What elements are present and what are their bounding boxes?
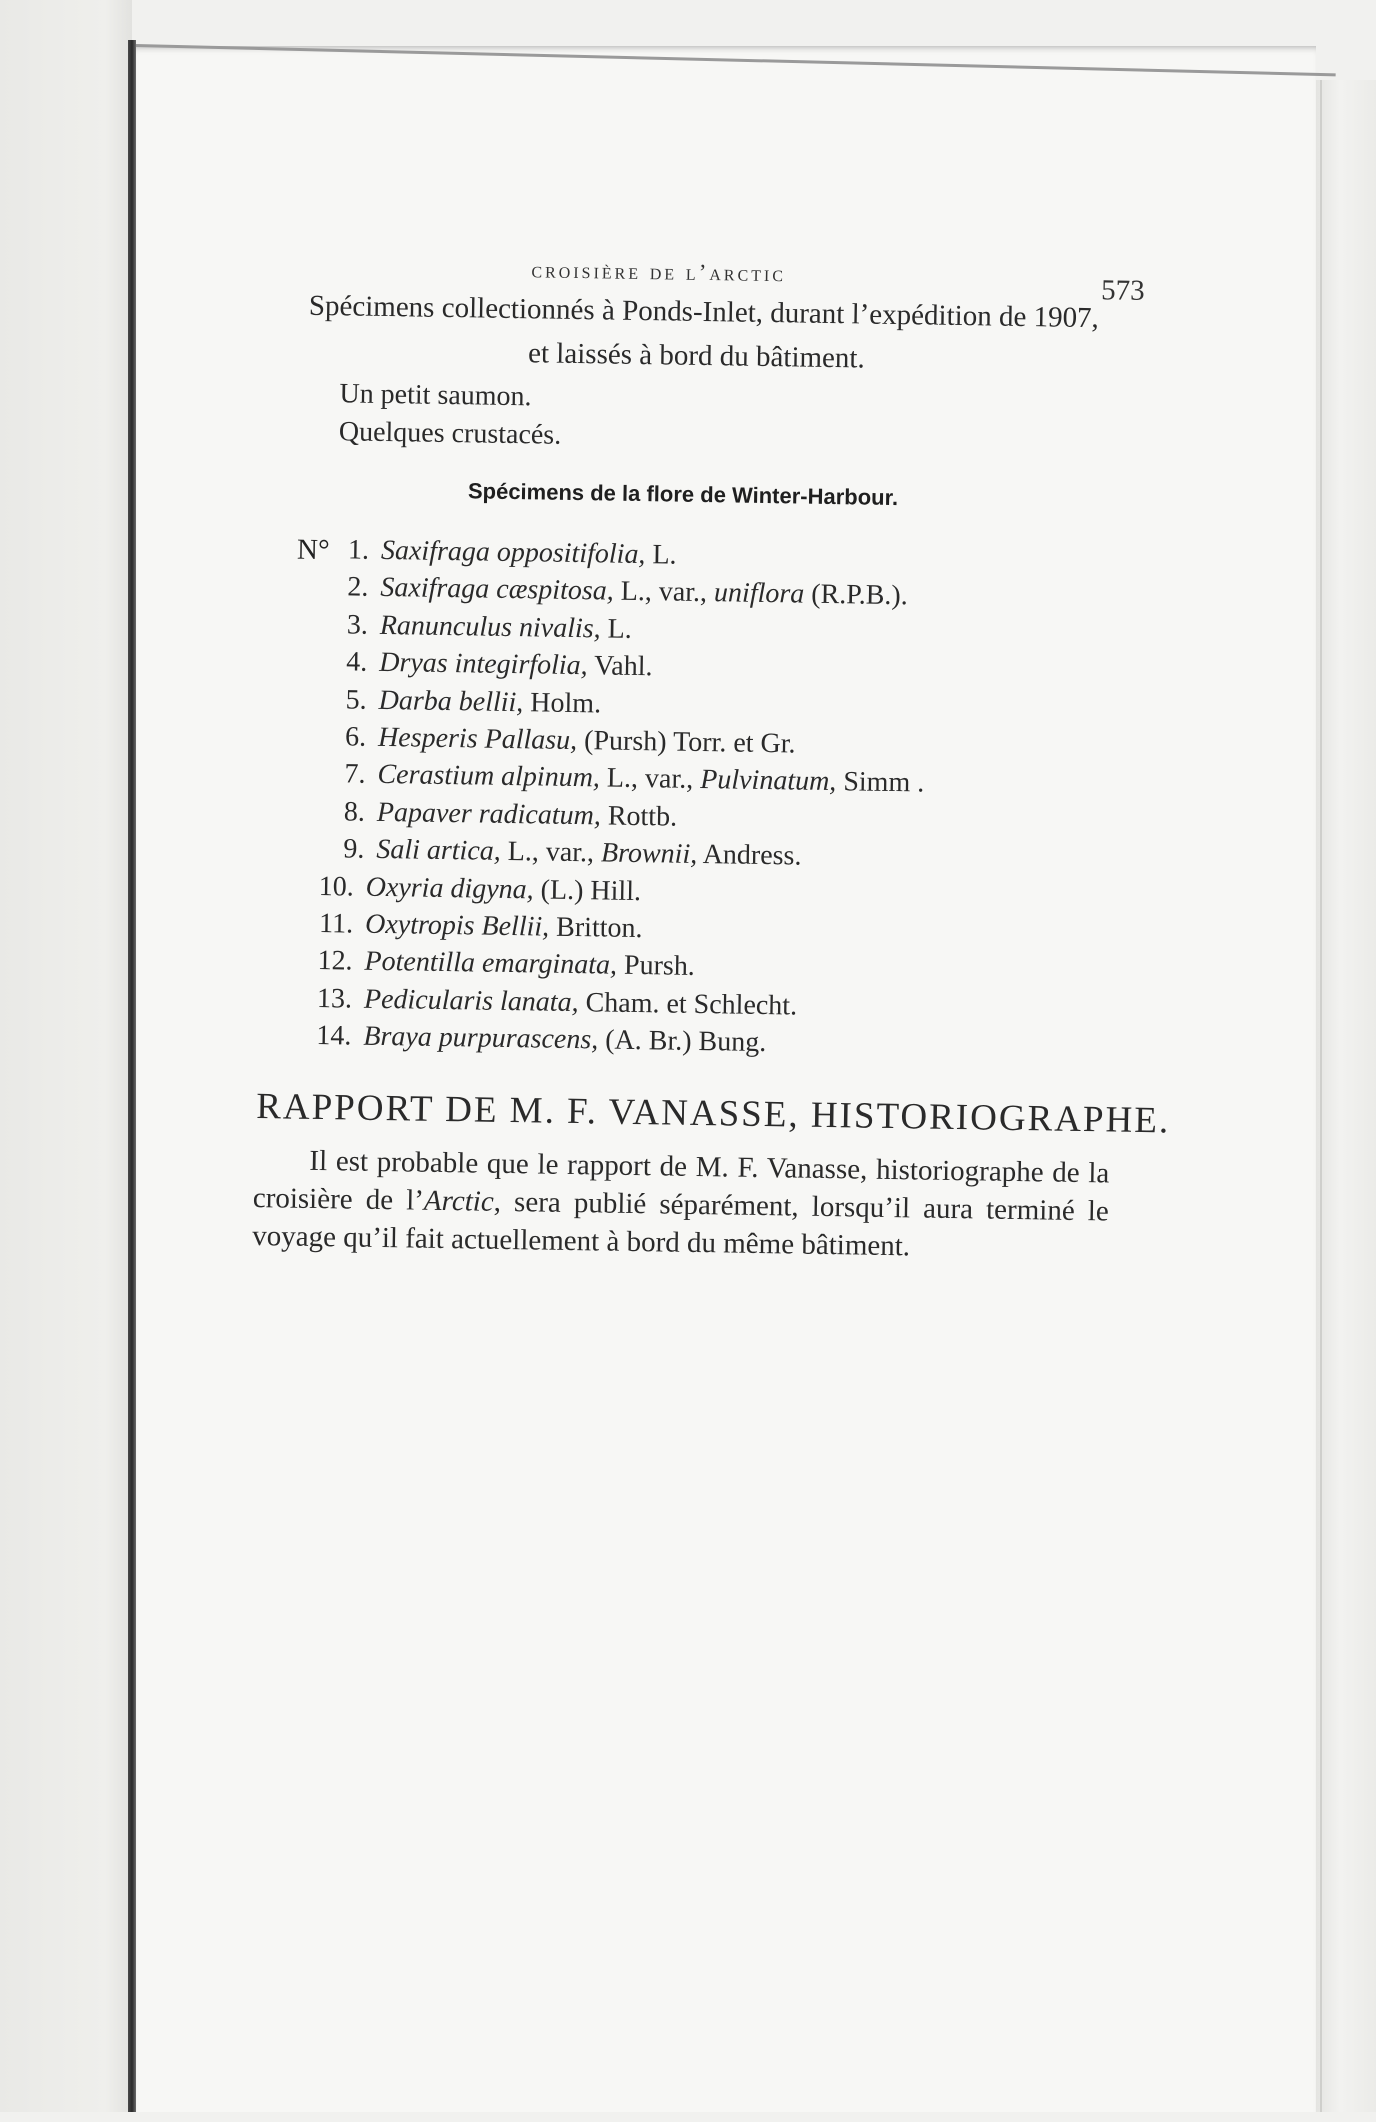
specimen-row: [321, 758, 924, 799]
specimen-authority: L., var.,: [501, 836, 602, 869]
specimen-variety: uniflora: [714, 578, 805, 610]
specimen-number: 9.: [320, 833, 364, 866]
specimen-number: 5.: [322, 684, 366, 717]
specimen-name: Saxifraga oppositifolia,: [381, 535, 646, 570]
intro-line-1: Spécimens collectionnés à Ponds-Inlet, durant l’expédition de 1907,: [309, 290, 1099, 335]
specimen-row: [322, 721, 796, 760]
specimen-name: Oxytropis Bellii,: [365, 909, 550, 943]
specimen-name: Dryas integirfolia,: [379, 647, 588, 681]
specimen-authority: L., var.,: [614, 576, 715, 609]
specimen-name: Papaver radicatum,: [377, 797, 601, 832]
intro-line-2: et laissés à bord du bâtiment.: [528, 337, 865, 375]
specimen-row: [325, 534, 677, 572]
report-paragraph: [252, 1141, 1110, 1268]
specimen-variety-authority: (R.P.B.).: [804, 579, 908, 612]
specimen-authority: Vahl.: [587, 650, 652, 682]
specimen-variety: Brownii,: [601, 838, 698, 871]
specimen-name: Darba bellii,: [378, 685, 523, 718]
flora-heading: Spécimens de la flore de Winter-Harbour.: [468, 478, 898, 511]
specimen-number: 3.: [324, 609, 368, 642]
specimen-authority: Holm.: [523, 687, 601, 719]
specimen-row: [323, 646, 653, 683]
specimen-name: Hesperis Pallasu,: [378, 722, 578, 756]
specimen-number: 13.: [308, 983, 352, 1016]
specimen-authority: (Pursh) Torr. et Gr.: [577, 725, 796, 759]
specimen-number: 6.: [322, 721, 366, 754]
specimen-number: 8.: [321, 796, 365, 829]
paragraph-indent: [253, 1169, 309, 1170]
specimen-name: Sali artica,: [376, 834, 501, 867]
specimen-authority: Pursh.: [617, 950, 695, 982]
specimen-name: Saxifraga cæspitosa,: [380, 572, 614, 607]
specimen-row: [309, 870, 641, 907]
running-head: croisière de l’arctic: [531, 257, 786, 287]
intro-item: Un petit saumon.: [339, 378, 532, 413]
specimen-row: [309, 908, 643, 945]
specimen-number: 7.: [321, 758, 365, 791]
specimen-number: 2.: [324, 571, 368, 604]
specimen-name: Potentilla emarginata,: [364, 946, 617, 981]
intro-item: Quelques crustacés.: [339, 416, 562, 451]
report-text-before: Il est probable que le rapport de M. F. Vanasse, historiographe de la croisière de l’: [253, 1145, 1110, 1217]
specimen-row: [307, 1020, 766, 1059]
specimen-authority: Britton.: [549, 912, 643, 944]
specimen-authority: Rottb.: [601, 800, 678, 832]
specimen-list: [16, 0, 1376, 11]
specimen-name: Pedicularis lanata,: [364, 984, 579, 1018]
specimen-row: [324, 571, 908, 612]
specimen-row: [324, 609, 632, 646]
specimen-authority: Cham. et Schlecht.: [578, 987, 797, 1021]
specimen-number: 12.: [308, 945, 352, 978]
specimen-number: 14.: [307, 1020, 351, 1053]
specimen-authority: L., var.,: [600, 763, 701, 796]
specimen-variety-authority: Simm .: [836, 767, 924, 799]
specimen-number: 11.: [309, 908, 353, 941]
specimen-authority: (L.) Hill.: [533, 874, 641, 907]
report-text-after: , sera publié séparément, lorsqu’il aura terminé le voyage qu’il fait actuellement à bord du même bâtiment.: [252, 1186, 1109, 1263]
report-title: RAPPORT DE M. F. VANASSE, HISTORIOGRAPHE.: [256, 1085, 1171, 1142]
page-number: 573: [1101, 274, 1145, 308]
ship-name: Arctic: [424, 1185, 494, 1218]
specimen-row: [321, 796, 678, 834]
specimen-row: [308, 945, 695, 983]
specimen-variety-authority: Andress.: [697, 839, 802, 872]
specimen-name: Oxyria digyna,: [365, 871, 533, 905]
specimen-authority: L.: [645, 539, 677, 570]
specimen-row: [320, 833, 802, 873]
specimen-name: Ranunculus nivalis,: [380, 610, 601, 644]
specimen-authority: (A. Br.) Bung.: [598, 1025, 766, 1059]
number-label: N°: [297, 534, 330, 568]
specimen-name: Braya purpurascens,: [363, 1021, 598, 1056]
specimen-number: 4.: [323, 646, 367, 679]
specimen-authority: L.: [600, 613, 632, 644]
specimen-name: Cerastium alpinum,: [377, 759, 600, 793]
specimen-variety: Pulvinatum,: [700, 764, 837, 797]
specimen-row: [308, 983, 798, 1023]
specimen-number: 1.: [325, 534, 369, 567]
specimen-row: [322, 684, 601, 720]
specimen-number: 10.: [309, 870, 353, 903]
